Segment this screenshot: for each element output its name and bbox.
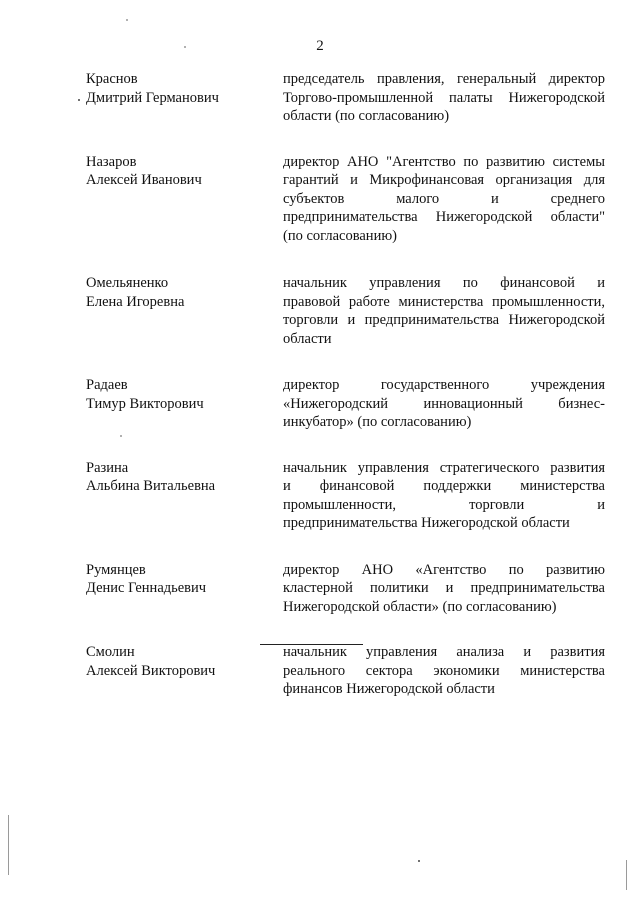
- position-line: кластерной политики и предпринимательства: [283, 580, 605, 596]
- member-name: [86, 70, 283, 107]
- position-line: начальник управления по финансовой и: [283, 275, 605, 291]
- member-given-names: Алексей Викторович: [86, 662, 216, 679]
- scan-edge-line: [8, 815, 9, 875]
- member-name: [86, 376, 283, 413]
- position-line: «Нижегородский инновационный бизнес-: [283, 395, 605, 412]
- member-given-names: Тимур Викторович: [86, 395, 204, 412]
- member-surname: Назаров: [86, 153, 137, 170]
- member-position: [283, 561, 605, 617]
- scan-speck: [78, 99, 80, 101]
- members-list: [86, 70, 606, 699]
- scan-speck: [120, 435, 122, 437]
- position-line: реального сектора экономики министерства: [283, 662, 605, 679]
- member-name: [86, 561, 283, 598]
- member-surname: Разина: [86, 459, 129, 476]
- member-given-names: Денис Геннадьевич: [86, 580, 207, 596]
- member-position: [283, 643, 605, 699]
- position-line: инкубатор» (по согласованию): [283, 414, 472, 430]
- position-line: Нижегородской области» (по согласованию): [283, 598, 557, 615]
- member-position: [283, 459, 605, 533]
- position-line: Торгово-промышленной палаты Нижегородской: [283, 89, 605, 106]
- position-line: финансов Нижегородской области: [283, 681, 495, 697]
- position-line: правовой работе министерства промышленности,: [283, 293, 605, 310]
- position-line: предпринимательства Нижегородской области": [283, 209, 605, 225]
- member-surname: Омельяненко: [86, 275, 169, 291]
- position-line: торговли и предпринимательства Нижегородской: [283, 312, 605, 328]
- position-line: предпринимательства Нижегородской области: [283, 515, 570, 531]
- member-given-names: Алексей Иванович: [86, 172, 202, 188]
- scan-speck: [418, 860, 420, 862]
- member-surname: Смолин: [86, 644, 135, 660]
- position-line: гарантий и Микрофинансовая организация для: [283, 172, 605, 188]
- position-line: субъектов малого и среднего: [283, 190, 605, 207]
- position-line: (по согласованию): [283, 227, 397, 244]
- member-entry: [86, 153, 606, 246]
- position-line: и финансовой поддержки министерства: [283, 478, 605, 494]
- member-given-names: Елена Игоревна: [86, 293, 185, 310]
- member-given-names: Альбина Витальевна: [86, 478, 216, 494]
- end-of-list-rule: [260, 644, 363, 645]
- member-surname: Румянцев: [86, 561, 146, 578]
- member-name: [86, 643, 283, 680]
- member-entry: [86, 643, 606, 699]
- member-entry: [86, 376, 606, 432]
- member-name: [86, 459, 283, 496]
- member-entry: [86, 70, 606, 126]
- position-line: промышленности, торговли и: [283, 496, 605, 513]
- position-line: директор АНО «Агентство по развитию: [283, 561, 605, 578]
- page-number: 2: [316, 38, 324, 54]
- member-given-names: Дмитрий Германович: [86, 89, 219, 106]
- member-name: [86, 274, 283, 311]
- member-name: [86, 153, 283, 190]
- member-position: [283, 274, 605, 348]
- scan-speck: [126, 19, 128, 21]
- member-entry: [86, 561, 606, 617]
- member-entry: [86, 459, 606, 533]
- member-surname: Радаев: [86, 377, 128, 393]
- position-line: директор АНО "Агентство по развитию системы: [283, 153, 605, 170]
- position-line: начальник управления стратегического развития: [283, 459, 605, 476]
- position-line: области (по согласованию): [283, 108, 450, 124]
- member-position: [283, 376, 605, 432]
- member-surname: Краснов: [86, 71, 138, 87]
- position-line: области: [283, 330, 332, 347]
- scan-speck: [184, 46, 186, 48]
- scan-edge-line: [626, 860, 627, 890]
- member-entry: [86, 274, 606, 348]
- position-line: председатель правления, генеральный директор: [283, 71, 605, 87]
- member-position: [283, 70, 605, 126]
- position-line: директор государственного учреждения: [283, 377, 605, 393]
- position-line: начальник управления анализа и развития: [283, 644, 605, 660]
- member-position: [283, 153, 605, 246]
